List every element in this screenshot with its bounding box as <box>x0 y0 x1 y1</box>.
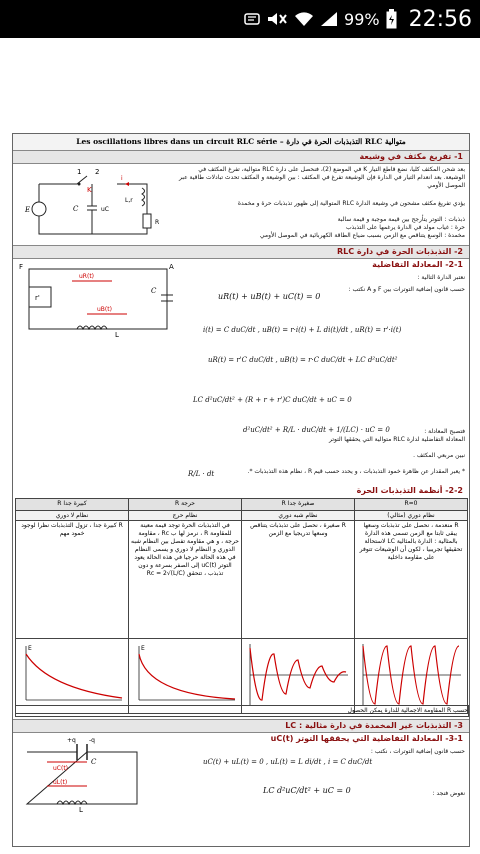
header-cell: R حرجة <box>129 499 242 511</box>
status-bar <box>0 0 480 38</box>
document-page <box>12 133 470 847</box>
lc-circuit-diagram <box>17 734 167 814</box>
graph-cell <box>242 639 355 714</box>
formula-damping-term: R/L · dt <box>188 470 215 478</box>
status-icons <box>244 0 472 38</box>
regime-description: R صغيرة ، نحصل على تذبذبات يتناقص وسعها تدريجيا مع الزمن <box>242 521 355 639</box>
formula-lc-differential: LC d²uC/dt² + uC = 0 <box>263 786 351 795</box>
rlc-circuit-diagram <box>17 259 177 339</box>
table-caption: حسب R المقاومة الاجمالية للدارة يمكن الحصول <box>15 705 469 717</box>
formula-relations: i(t) = C duC/dt , uB(t) = r·i(t) + L di(t)/dt , uR(t) = r'·i(t) <box>203 326 402 334</box>
subsection-header-2-2: 2-2- أنظمة التذبذبات الحرة <box>356 486 463 495</box>
paragraph-result: يؤدي تفريغ مكثف مشحون في وشيعة الدارة RLC المتوالية إلى ظهور تذبذبات حرة و مخمدة <box>237 200 465 207</box>
paragraph-discharge: بعد شحن المكثف كليا، نضع قاطع التيار K في الموضع (2)، فنحصل على دارة RLC متوالية، تفرغ المكثف في الوشيعة. بعد انعدام التيار في الدارة فإن الوشيعة تفرغ في المكثف : بين الوشيعة و المكثف تحدث تبادلات طاقية عبر الموصل الأومي <box>178 166 465 189</box>
regimes-table <box>15 498 468 714</box>
aperiodic-graph <box>18 640 126 710</box>
graph-cell <box>355 639 468 714</box>
subsection-header-3-1: 3-1- المعادلة التفاضلية التي يحققها التوتر uC(t) <box>270 734 463 743</box>
svg-text:C: C <box>151 287 157 295</box>
regime-label: نظام لا دوري <box>16 511 129 521</box>
paragraph-damping: * يعبر المقدار عن ظاهرة خمود التذبذبات ، و يحدد حسب قيم R ، نظام هذه التذبذبات *. <box>247 468 465 475</box>
signal-icon <box>320 11 338 27</box>
svg-text:E: E <box>25 206 31 214</box>
svg-text:E: E <box>28 645 32 652</box>
paragraph-damped: مخمدة : الوسع يتناقص مع الزمن بسبب ضياع الطاقة الكهربائية في الموصل الأومي <box>259 232 465 239</box>
header-cell: R صغيرة جدا <box>242 499 355 511</box>
section-label: 1- تفريغ مكثف في وشيعة <box>359 152 463 161</box>
svg-text:A: A <box>169 263 174 271</box>
formula-differential: d²uC/dt² + R/L · duC/dt + 1/(LC) · uC = 0 <box>243 426 390 434</box>
section-label: 3- التذبذبات غير المخمدة في دارة مثالية : LC <box>285 721 463 730</box>
table-row <box>16 511 468 521</box>
section-header-1 <box>13 150 469 164</box>
svg-text:F: F <box>19 263 24 271</box>
svg-text:uL(t): uL(t) <box>53 779 68 786</box>
clock: 22:56 <box>408 6 472 32</box>
svg-text:L: L <box>79 806 83 814</box>
header-cell: R=0 <box>355 499 468 511</box>
discharge-circuit-diagram <box>17 164 172 249</box>
paragraph-oscillations: ذبذبات : التوتر يتأرجح بين قيمة موجبة و قيمة سالبة <box>337 216 465 223</box>
svg-text:uC: uC <box>101 206 109 213</box>
document-title: Les oscillations libres dans un circuit RLC série – التذبذبات الحرة في دارة RLC متوالية <box>13 134 469 151</box>
svg-text:uC(t): uC(t) <box>53 765 69 772</box>
paragraph-capacitor: نبين مربعي المكثف . <box>413 452 465 459</box>
paragraph-substitute: نعوض فنجد : <box>432 790 465 797</box>
regime-label: نظام شبه دوري <box>242 511 355 521</box>
mute-icon <box>266 11 288 27</box>
graph-cell <box>129 639 242 714</box>
paragraph-consider: نعتبر الدارة التالية : <box>417 274 465 281</box>
periodic-graph <box>357 640 465 710</box>
paragraph-kirchhoff: حسب قانون إضافية التوترات بين F و A نكتب : <box>348 286 465 293</box>
svg-text:C: C <box>91 758 97 766</box>
regime-label: نظام دوري (مثالي) <box>355 511 468 521</box>
svg-text:1: 1 <box>77 168 82 176</box>
table-row <box>16 639 468 714</box>
paragraph-equation-becomes: فتصبح المعادلة : <box>424 428 465 435</box>
svg-text:2: 2 <box>95 168 100 176</box>
image-viewer[interactable] <box>0 38 480 854</box>
svg-text:uR(t): uR(t) <box>79 273 95 280</box>
svg-text:r': r' <box>35 294 40 302</box>
svg-text:C: C <box>73 205 79 213</box>
regime-description: في التذبذبات الحرة توجد قيمة معينة للمقاومة R ، نرمز لها ب Rc ، مقاومة حرجة ، و هي مقاومة تفصل بين النظام شبه الدوري و النظام لا دوري و يسمى النظام في هذه الحالة حرجيا في هذه الحالة يعود التوتر uC(t) إلى الصفر بسرعة و دون تذبذب ، تتحقق Rc = 2√(L/C) <box>129 521 242 639</box>
graph-cell <box>16 639 129 714</box>
battery-percent: 99% <box>344 9 380 29</box>
paragraph-free: حرة : غياب مولد في الدارة يرغمها على التذبذب <box>345 224 465 231</box>
table-header-row <box>16 499 468 511</box>
svg-text:i: i <box>121 175 123 182</box>
formula-substitution: uR(t) = r'C duC/dt , uB(t) = r·C duC/dt + LC d²uC/dt² <box>208 356 398 364</box>
regime-description: R منعدمة ، نحصل على تذبذبات وسعها يبقى ثابتا مع الزمن تسمى هذه الدارة بالمثالية : الدارة بالمثالية LC لاستحالة تحقيقها تجريبيا ، لكون أن الوشيعات تتوفر على مقاومة داخلية <box>355 521 468 639</box>
formula-voltage-sum: uR(t) + uB(t) + uC(t) = 0 <box>218 292 321 301</box>
regime-label: نظام حرج <box>129 511 242 521</box>
paragraph-diff-equation: المعادلة التفاضلية لدارة RLC متوالية التي يحققها التوتر <box>329 436 465 443</box>
formula-lc-relations: uC(t) + uL(t) = 0 , uL(t) = L di/dt , i = C duC/dt <box>203 758 373 766</box>
pseudo-periodic-graph <box>244 640 352 710</box>
header-cell: R كبيرة جدا <box>16 499 129 511</box>
section-header-3 <box>13 719 469 733</box>
svg-text:+q: +q <box>67 737 76 744</box>
svg-text:E: E <box>141 645 145 652</box>
subsection-header-2-1: 2-1- المعادلة التفاضلية <box>372 260 463 269</box>
svg-text:-q: -q <box>89 737 95 744</box>
battery-icon <box>386 9 397 29</box>
svg-text:R: R <box>155 219 160 226</box>
formula-combined: LC d²uC/dt² + (R + r + r')C duC/dt + uC = 0 <box>193 396 352 404</box>
paragraph-lc-kirchhoff: حسب قانون إضافية التوترات ، نكتب : <box>370 748 465 755</box>
svg-text:L,r: L,r <box>125 197 133 204</box>
svg-text:uB(t): uB(t) <box>97 306 112 313</box>
wifi-icon <box>294 11 314 27</box>
regime-description: R كبيرة جدا ، تزول التذبذبات نظرا لوجود خمود مهم <box>16 521 129 639</box>
table-row <box>16 521 468 639</box>
critical-graph <box>131 640 239 710</box>
svg-text:K: K <box>87 186 92 194</box>
notification-icon <box>244 12 260 26</box>
section-label: 2- التذبذبات الحرة في دارة RLC <box>337 247 463 256</box>
section-header-2 <box>13 245 469 259</box>
svg-text:L: L <box>115 331 119 339</box>
